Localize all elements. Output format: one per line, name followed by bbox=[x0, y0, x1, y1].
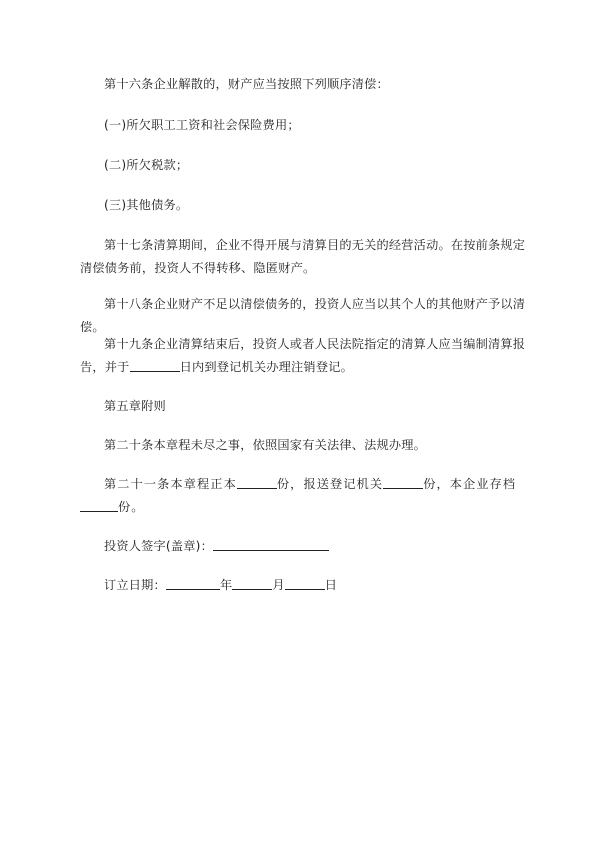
article-19-text-part2: 日内到登记机关办理注销登记。 bbox=[179, 360, 353, 374]
archive-copies-blank bbox=[80, 498, 118, 512]
days-blank bbox=[130, 358, 180, 372]
article-21-text-part1: 第二十一条本章程正本 bbox=[104, 477, 237, 491]
article-19 bbox=[80, 333, 530, 379]
chapter-5-text: 第五章附则 bbox=[104, 399, 166, 413]
article-18-text: 第十八条企业财产不足以清偿债务的，投资人应当以其个人的其他财产予以清偿。 bbox=[80, 297, 526, 334]
article-21-text-part2: 份，报送登记机关 bbox=[276, 477, 384, 491]
month-label: 月 bbox=[272, 578, 285, 592]
article-20 bbox=[80, 434, 530, 457]
article-17-text: 第十七条清算期间，企业不得开展与清算目的无关的经营活动。在按前条规定清偿债务前，投资人不得转移、隐匿财产。 bbox=[80, 238, 526, 275]
signature-blank bbox=[213, 537, 329, 551]
article-21-text-part3: 份，本企业存档 bbox=[423, 477, 517, 491]
article-20-text: 第二十条本章程未尽之事，依照国家有关法律、法规办理。 bbox=[104, 438, 427, 452]
list-item bbox=[80, 114, 530, 137]
chapter-5-heading bbox=[80, 395, 530, 418]
signature-label: 投资人签字(盖章)： bbox=[104, 539, 214, 553]
article-19-text-part1: 第十九条企业清算结束后，投资人或者人民法院指定的清算人应当编制清算报告，并于 bbox=[80, 337, 526, 374]
date-line bbox=[80, 574, 530, 597]
year-label: 年 bbox=[219, 578, 233, 592]
item-3-text: (三)其他债务。 bbox=[104, 198, 189, 212]
day-blank bbox=[285, 576, 325, 590]
date-label: 订立日期： bbox=[104, 578, 166, 592]
item-1-text: (一)所欠职工工资和社会保险费用； bbox=[104, 118, 300, 132]
article-21 bbox=[80, 473, 530, 519]
original-copies-blank bbox=[237, 475, 277, 489]
signature-line bbox=[80, 535, 530, 558]
list-item bbox=[80, 194, 530, 217]
article-16 bbox=[80, 73, 530, 96]
article-16-text: 第十六条企业解散的，财产应当按照下列顺序清偿： bbox=[104, 77, 389, 91]
article-21-text-part4: 份。 bbox=[118, 500, 145, 514]
day-label: 日 bbox=[324, 578, 338, 592]
year-blank bbox=[166, 576, 220, 590]
article-17 bbox=[80, 234, 530, 280]
list-item bbox=[80, 154, 530, 177]
item-2-text: (二)所欠税款； bbox=[104, 158, 189, 172]
registry-copies-blank bbox=[383, 475, 423, 489]
month-blank bbox=[232, 576, 272, 590]
